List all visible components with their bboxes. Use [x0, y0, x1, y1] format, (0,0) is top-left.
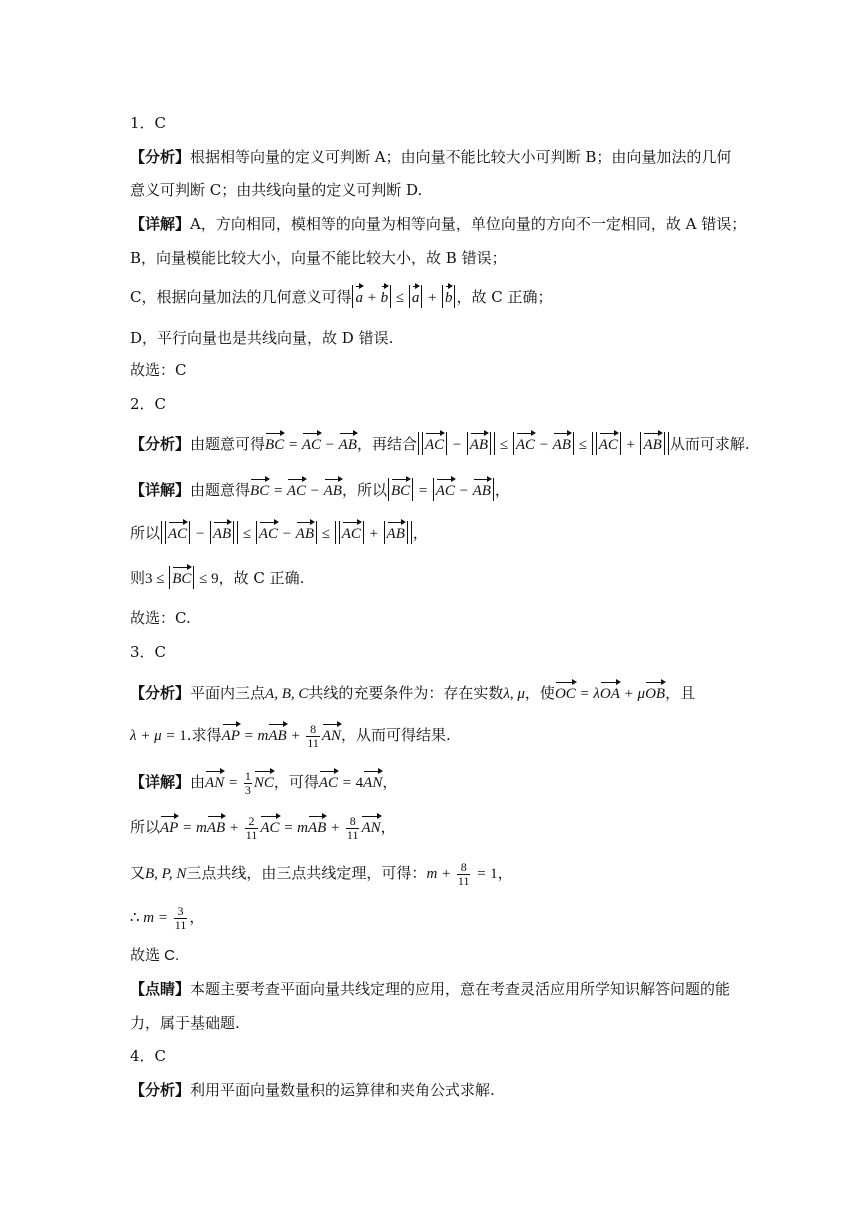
- answer-3-detail-line-1: 【详解】由AN = $\frac{1}{3}$ NC，可得AC = 4AN，: [130, 769, 398, 798]
- answer-2-analysis-line-1: 【分析】由题意可得BC = AC − AB，再结合 AC − AB ≤ AC − AB ≤ AC + AB 从而可求解.: [130, 432, 750, 455]
- comment-tag: 【点睛】: [130, 980, 191, 998]
- answer-1-detail-line-1: 【详解】A，方向相同，模相等的向量为相等向量，单位向量的方向不一定相同，故 A 错误；: [130, 215, 747, 233]
- answer-3-detail-line-3: 又B, P, N三点共线，由三点共线定理，可得：m + $\frac{8}{11}$ = 1，: [130, 860, 513, 888]
- answer-4-number: 4．C: [130, 1047, 167, 1065]
- answer-1-detail-line-4: D，平行向量也是共线向量，故 D 错误.: [130, 329, 394, 347]
- answer-1-detail-line-2: B，向量模能比较大小，向量不能比较大小，故 B 错误；: [130, 249, 507, 267]
- answer-3-analysis-line-2: λ + μ = 1.求得AP = mAB + $\frac{8}{11}$ AN，从而可得结果.: [130, 722, 451, 751]
- formula: BC = AC − AB: [265, 437, 357, 453]
- detail-tag: 【详解】: [130, 481, 191, 499]
- formula: 3 ≤ BC ≤ 9: [145, 571, 219, 587]
- detail-tag: 【详解】: [130, 215, 191, 233]
- answer-1-analysis-line-2: 意义可判断 C；由共线向量的定义可判断 D.: [130, 181, 423, 199]
- analysis-tag: 【分析】: [130, 148, 191, 166]
- formula: AC − AB ≤ AC − AB ≤ AC + AB: [160, 526, 413, 542]
- answer-3-detail-line-4: ∴ m = $\frac{3}{11}$ ，: [130, 904, 205, 932]
- answer-2-detail-line-3: 则3 ≤ BC ≤ 9，故 C 正确.: [130, 566, 304, 589]
- formula: BC = AC − AB: [387, 483, 495, 499]
- answer-2-detail-line-1: 【详解】由题意得BC = AC − AB，所以 BC = AC − AB ，: [130, 478, 510, 501]
- answer-3-comment-line-2: 力，属于基础题.: [130, 1014, 240, 1032]
- answer-1-choice: 故选：C: [130, 361, 187, 379]
- answer-2-number: 2．C: [130, 395, 167, 413]
- detail-tag: 【详解】: [130, 773, 191, 791]
- analysis-tag: 【分析】: [130, 435, 191, 453]
- answer-1-number: 1．C: [130, 114, 167, 132]
- formula: BC = AC − AB: [250, 483, 342, 499]
- formula: a + b ≤ a + b: [351, 290, 456, 306]
- formula: AC − AB ≤ AC − AB ≤ AC + AB: [417, 437, 670, 453]
- answer-3-comment-line-1: 【点睛】本题主要考查平面向量共线定理的应用，意在考查灵活应用所学知识解答问题的能: [130, 980, 731, 998]
- formula: ∴ m = $\frac{3}{11}$: [130, 904, 187, 932]
- formula: A, B, C: [265, 686, 309, 702]
- formula: B, P, N: [145, 865, 187, 882]
- formula: OC = λOA + μOB: [555, 686, 665, 702]
- formula: AN = $\frac{1}{3}$ NC: [205, 769, 274, 798]
- analysis-tag: 【分析】: [130, 684, 191, 702]
- answer-4-analysis-line-1: 【分析】利用平面向量数量积的运算律和夹角公式求解.: [130, 1081, 495, 1099]
- analysis-tag: 【分析】: [130, 1081, 191, 1099]
- formula: λ, μ: [503, 686, 525, 702]
- formula: AP = mAB + $\frac{2}{11}$ AC = mAB + $\frac{8}{11}$ AN: [160, 814, 381, 843]
- formula: AC = 4AN: [319, 775, 382, 791]
- answer-2-detail-line-2: 所以 AC − AB ≤ AC − AB ≤ AC + AB ，: [130, 521, 428, 544]
- answer-3-number: 3．C: [130, 643, 167, 661]
- answer-1-analysis-line-1: 【分析】根据相等向量的定义可判断 A；由向量不能比较大小可判断 B；由向量加法的几何: [130, 148, 732, 166]
- answer-3-analysis-line-1: 【分析】平面内三点A, B, C共线的充要条件为：存在实数λ, μ，使OC = λOA + μOB，且: [130, 681, 695, 704]
- answer-3-choice: 故选 C.: [130, 947, 180, 964]
- formula: AP = mAB + $\frac{8}{11}$ AN: [221, 722, 342, 751]
- formula: m + $\frac{8}{11}$ = 1: [426, 860, 498, 888]
- answer-1-detail-line-3: C，根据向量加法的几何意义可得 a + b ≤ a + b ，故 C 正确；: [130, 285, 552, 308]
- answer-3-detail-line-2: 所以AP = mAB + $\frac{2}{11}$ AC = mAB + $\frac{8}{11}$ AN，: [130, 814, 396, 843]
- answer-2-choice: 故选：C.: [130, 609, 191, 627]
- formula: λ + μ = 1: [130, 728, 187, 744]
